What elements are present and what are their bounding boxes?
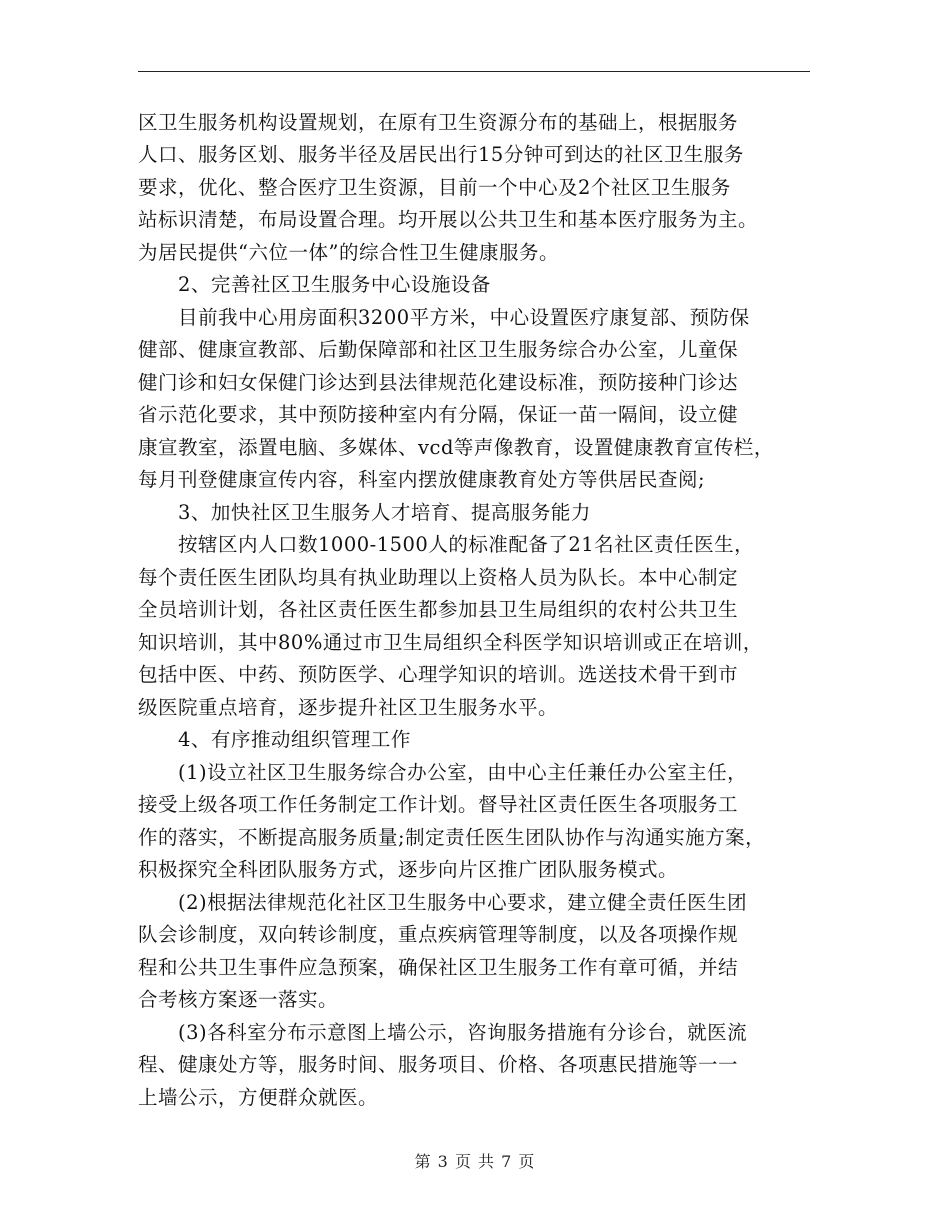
- text-line: 省示范化要求，其中预防接种室内有分隔，保证一苗一隔间，设立健: [138, 403, 739, 426]
- text-line: (2)根据法律规范化社区卫生服务中心要求，建立健全责任医生团: [138, 891, 748, 914]
- page-number: 第 3 页 共 7 页: [414, 1152, 536, 1171]
- text-line: 要求，优化、整合医疗卫生资源，目前一个中心及2个社区卫生服务: [138, 176, 731, 199]
- text-line: 上墙公示，方便群众就医。: [138, 1086, 379, 1109]
- text-line: 合考核方案逐一落实。: [138, 988, 339, 1011]
- text-line: 区卫生服务机构设置规划，在原有卫生资源分布的基础上，根据服务: [138, 111, 739, 134]
- text-line: 积极探究全科团队服务方式，逐步向片区推广团队服务模式。: [138, 858, 679, 881]
- text-line: 人口、服务区划、服务半径及居民出行15分钟可到达的社区卫生服务: [138, 143, 744, 166]
- text-line: 包括中医、中药、预防医学、心理学知识的培训。选送技术骨干到市: [138, 663, 739, 686]
- text-line: 每月刊登健康宣传内容，科室内摆放健康教育处方等供居民查阅;: [138, 468, 706, 491]
- section-heading: 3、加快社区卫生服务人才培育、提高服务能力: [138, 501, 591, 524]
- text-line: 健部、健康宣教部、后勤保障部和社区卫生服务综合办公室，儿童保: [138, 338, 739, 361]
- text-line: 康宣教室，添置电脑、多媒体、vcd等声像教育，设置健康教育宣传栏，: [138, 436, 774, 459]
- text-line: 为居民提供“六位一体”的综合性卫生健康服务。: [138, 241, 559, 264]
- text-line: 程、健康处方等，服务时间、服务项目、价格、各项惠民措施等一一: [138, 1053, 739, 1076]
- text-line: 作的落实，不断提高服务质量;制定责任医生团队协作与沟通实施方案，: [138, 826, 766, 849]
- text-line: 程和公共卫生事件应急预案，确保社区卫生服务工作有章可循，并结: [138, 956, 739, 979]
- header-rule: [138, 71, 810, 72]
- text-line: 目前我中心用房面积3200平方米，中心设置医疗康复部、预防保: [138, 306, 750, 329]
- text-line: 全员培训计划，各社区责任医生都参加县卫生局组织的农村公共卫生: [138, 598, 739, 621]
- text-line: 接受上级各项工作任务制定工作计划。督导社区责任医生各项服务工: [138, 793, 739, 816]
- text-line: 队会诊制度，双向转诊制度，重点疾病管理等制度，以及各项操作规: [138, 923, 739, 946]
- section-heading: 2、完善社区卫生服务中心设施设备: [138, 273, 491, 296]
- text-line: 健门诊和妇女保健门诊达到县法律规范化建设标准，预防接种门诊达: [138, 371, 739, 394]
- text-line: (1)设立社区卫生服务综合办公室，由中心主任兼任办公室主任，: [138, 761, 748, 784]
- text-line: 按辖区内人口数1000-1500人的标准配备了21名社区责任医生，: [138, 533, 755, 556]
- text-line: (3)各科室分布示意图上墙公示，咨询服务措施有分诊台，就医流: [138, 1021, 748, 1044]
- section-heading: 4、有序推动组织管理工作: [138, 728, 411, 751]
- text-line: 知识培训，其中80%通过市卫生局组织全科医学知识培训或正在培训，: [138, 631, 763, 654]
- text-line: 每个责任医生团队均具有执业助理以上资格人员为队长。本中心制定: [138, 566, 739, 589]
- text-line: 级医院重点培育，逐步提升社区卫生服务水平。: [138, 696, 559, 719]
- text-line: 站标识清楚，布局设置合理。均开展以公共卫生和基本医疗服务为主。: [138, 208, 759, 231]
